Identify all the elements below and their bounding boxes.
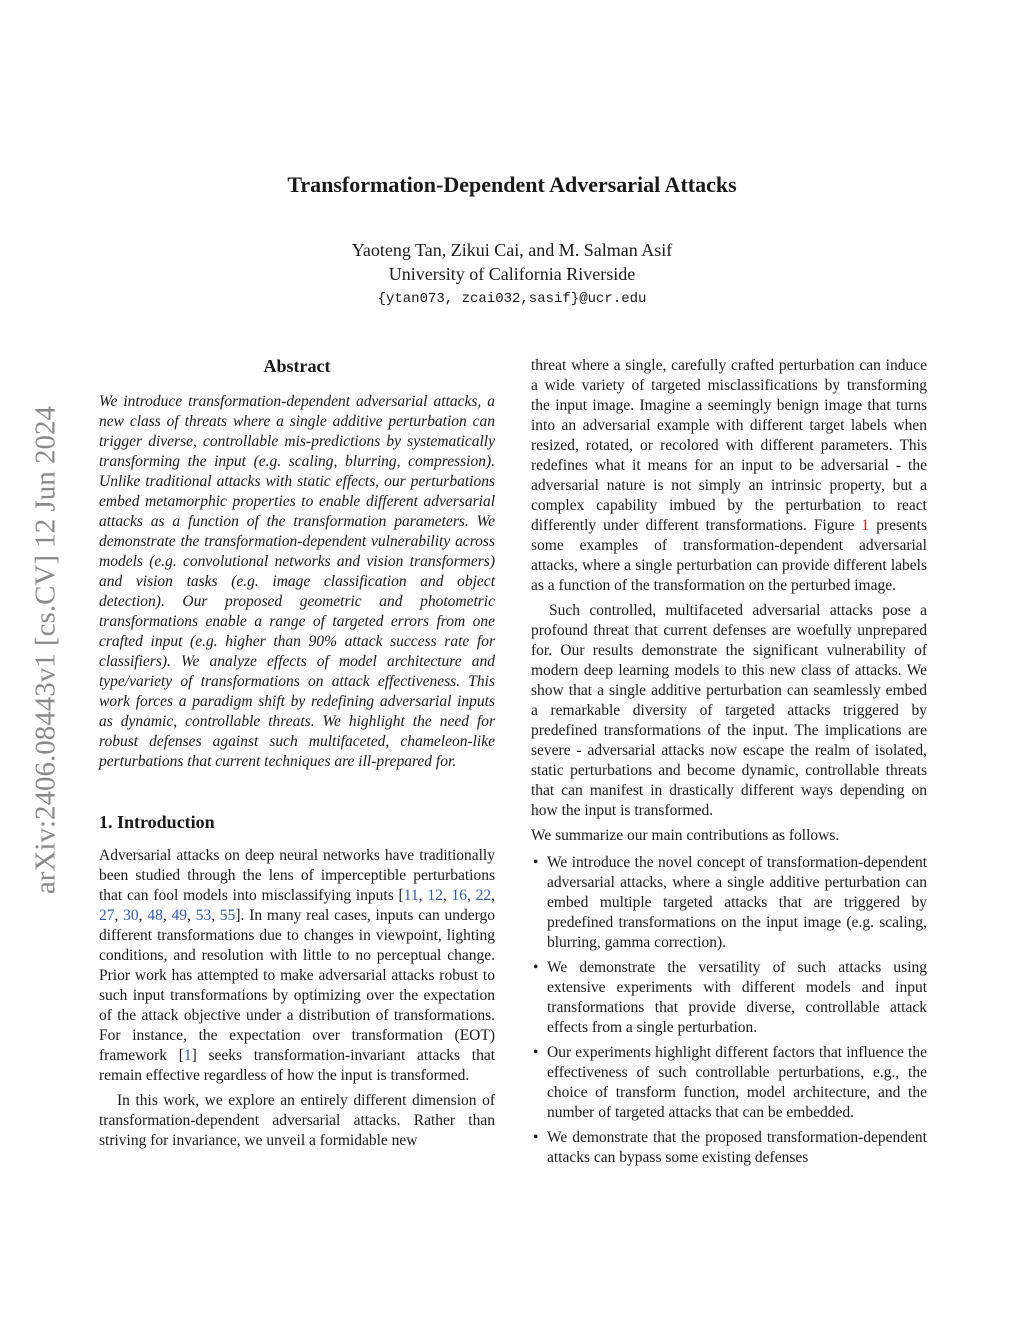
- right-column: [531, 356, 927, 1173]
- paper-title: Transformation-Dependent Adversarial Attacks: [287, 172, 737, 197]
- citation-link[interactable]: 27: [99, 907, 115, 924]
- citation-link[interactable]: 55: [219, 907, 236, 924]
- left-column: [99, 356, 495, 1151]
- citation-link[interactable]: 16: [451, 887, 467, 904]
- list-item: • We introduce the novel concept of transformation-dependent adversarial attacks, where a single additive perturbation can embed multiple targeted attacks that are triggered by predefined transformations on the input image (e.g. scaling, blurring, gamma correction).: [533, 854, 927, 951]
- section-heading-introduction: 1. Introduction: [99, 812, 215, 832]
- bullet-icon: •: [533, 959, 539, 976]
- contributions-lead: We summarize our main contributions as follows.: [531, 827, 840, 844]
- intro-paragraph-2: In this work, we explore an entirely different dimension of transformation-dependent adversarial attacks. Rather than striving for invariance, we unveil a formidable new: [99, 1092, 495, 1149]
- bullet-icon: •: [533, 1129, 539, 1146]
- abstract-text: We introduce transformation-dependent adversarial attacks, a new class of threats where a single additive perturbation can trigger diverse, controllable mis-predictions by systematically transforming the input (e.g. scaling, blurring, compression). Unlike traditional attacks with static effects, our perturbations embed metamorphic properties to enable different adversarial attacks as a function of the transformation parameters. We demonstrate the transformation-dependent vulnerability across models (e.g. convolutional networks and vision transformers) and vision tasks (e.g. image classification and object detection). Our proposed geometric and photometric transformations enable a range of targeted errors from one crafted input (e.g. higher than 90% attack success rate for classifiers). We analyze effects of model architecture and type/variety of transformations on attack effectiveness. This work forces a paradigm shift by redefining adversarial inputs as dynamic, controllable threats. We highlight the need for robust defenses against such multifaceted, chameleon-like perturbations that current techniques are ill-prepared for.: [99, 393, 495, 770]
- citation-link[interactable]: 1: [183, 1047, 192, 1064]
- bullet-icon: •: [533, 854, 539, 871]
- author-emails: {ytan073, zcai032,sasif}@ucr.edu: [377, 291, 647, 307]
- list-item: • We demonstrate that the proposed transformation-dependent attacks can bypass some existing defenses: [533, 1129, 927, 1166]
- intro-paragraph-3: threat where a single, carefully crafted perturbation can induce a wide variety of targeted misclassifications by transforming the input image. Imagine a seemingly benign image that turns into an adversarial example with different target labels when resized, rotated, or recolored with different parameters. This redefines what it means for an input to be adversarial - the adversarial nature is not simply an intrinsic property, but a complex capability imbued by the perturbation to react differently under different transformations. Figure 1 presents some examples of transformation-dependent adversarial attacks, where a single perturbation can provide different labels as a function of the transformation on the perturbed image.: [531, 357, 927, 594]
- intro-paragraph-1: Adversarial attacks on deep neural networks have traditionally been studied through the lens of imperceptible perturbations that can fool models into misclassifying inputs [11, 12, 16, 22, 27, 30, 48, 49, 53, 55]. In many real cases, inputs can undergo different transformations due to changes in viewpoint, lighting conditions, and resolution with little to no perceptual change. Prior work has attempted to make adversarial attacks robust to such input transformations by optimizing over the expectation of the attack objective under a distribution of transformations. For instance, the expectation over transformation (EOT) framework [1] seeks transformation-invariant attacks that remain effective regardless of how the input is transformed.: [99, 847, 496, 1084]
- affiliation: University of California Riverside: [388, 264, 636, 284]
- contributions-list: [531, 853, 927, 1168]
- citation-link[interactable]: 48: [147, 907, 163, 924]
- list-item: • Our experiments highlight different factors that influence the effectiveness of such controllable perturbations, e.g., the choice of transform function, model architecture, and the number of targeted attacks that can be embedded.: [533, 1044, 927, 1121]
- citation-link[interactable]: 30: [123, 907, 139, 924]
- intro-paragraph-4: Such controlled, multifaceted adversarial attacks pose a profound threat that current defenses are woefully unprepared for. Our results demonstrate the significant vulnerability of modern deep learning models to this new class of attacks. We show that a single additive perturbation can seamlessly embed a remarkable diversity of targeted attacks triggered by predefined transformations of the input. The implications are severe - adversarial attacks now escape the realm of isolated, static perturbations and become dynamic, controllable threats that can manifest in drastically different ways depending on how the input is transformed.: [531, 602, 927, 819]
- bullet-icon: •: [533, 1044, 539, 1061]
- citation-link[interactable]: 11: [403, 887, 419, 904]
- author-block: [0, 238, 1024, 286]
- citation-link[interactable]: 49: [171, 907, 188, 924]
- figure-reference-link[interactable]: 1: [861, 517, 870, 534]
- citation-link[interactable]: 12: [427, 887, 443, 904]
- abstract-heading: Abstract: [263, 356, 331, 376]
- arxiv-stamp: arXiv:2406.08443v1 [cs.CV] 12 Jun 2024: [29, 405, 62, 895]
- author-names: Yaoteng Tan, Zikui Cai, and M. Salman Asif: [351, 240, 673, 260]
- citation-link[interactable]: 53: [195, 907, 212, 924]
- citation-link[interactable]: 22: [475, 887, 492, 904]
- list-item: • We demonstrate the versatility of such attacks using extensive experiments with different models and input transformations that provide diverse, controllable attack effects from a single perturbation.: [533, 959, 927, 1036]
